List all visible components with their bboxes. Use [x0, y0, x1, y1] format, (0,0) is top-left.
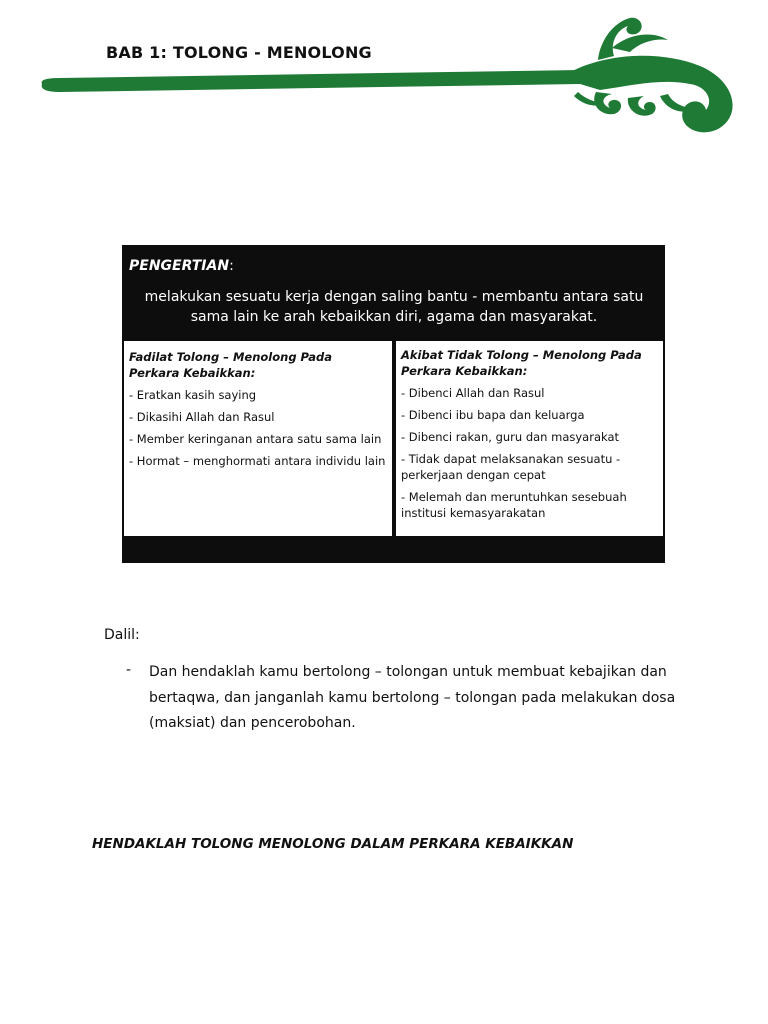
definition-header — [122, 245, 665, 341]
list-item: - Dikasihi Allah dan Rasul — [129, 410, 275, 424]
closing-statement: HENDAKLAH TOLONG MENOLONG DALAM PERKARA KEBAIKKAN — [92, 836, 574, 852]
list-item: - Hormat – menghormati antara individu lain — [129, 454, 386, 468]
virtues-column — [124, 341, 392, 536]
definition-label-colon: : — [229, 258, 234, 274]
list-item: - Melemah dan meruntuhkan sesebuah institusi kemasyarakatan — [401, 490, 627, 520]
list-item: - Dibenci rakan, guru dan masyarakat — [401, 430, 620, 444]
list-item: - Eratkan kasih saying — [129, 388, 257, 402]
list-item: - Dibenci ibu bapa dan keluarga — [401, 408, 585, 422]
list-item: - Tidak dapat melaksanakan sesuatu - perkerjaan dengan cepat — [401, 452, 621, 482]
dalil-label: Dalil: — [104, 627, 140, 643]
dalil-bullet: - — [126, 662, 132, 678]
definition-label: PENGERTIAN: — [129, 258, 234, 274]
dalil-text: Dan hendaklah kamu bertolong – tolongan untuk membuat kebajikan dan bertaqwa, dan janganlah kamu bertolong – tolongan pada melakukan dosa (maksiat) dan pencerobohan. — [149, 664, 676, 731]
page-title: BAB 1: TOLONG - MENOLONG — [106, 43, 372, 62]
decorative-swash-ornament — [0, 0, 768, 150]
definition-text: melakukan sesuatu kerja dengan saling bantu - membantu antara satu sama lain ke arah kebaikkan diri, agama dan masyarakat. — [144, 289, 644, 325]
list-item: - Dibenci Allah dan Rasul — [401, 386, 545, 400]
consequences-column-title: Akibat Tidak Tolong – Menolong Pada Perkara Kebaikkan: — [401, 348, 642, 378]
consequences-column — [396, 341, 663, 536]
list-item: - Member keringanan antara satu sama lain — [129, 432, 382, 446]
definition-table — [122, 245, 665, 563]
virtues-column-title: Fadilat Tolong – Menolong Pada Perkara Kebaikkan: — [129, 350, 332, 380]
